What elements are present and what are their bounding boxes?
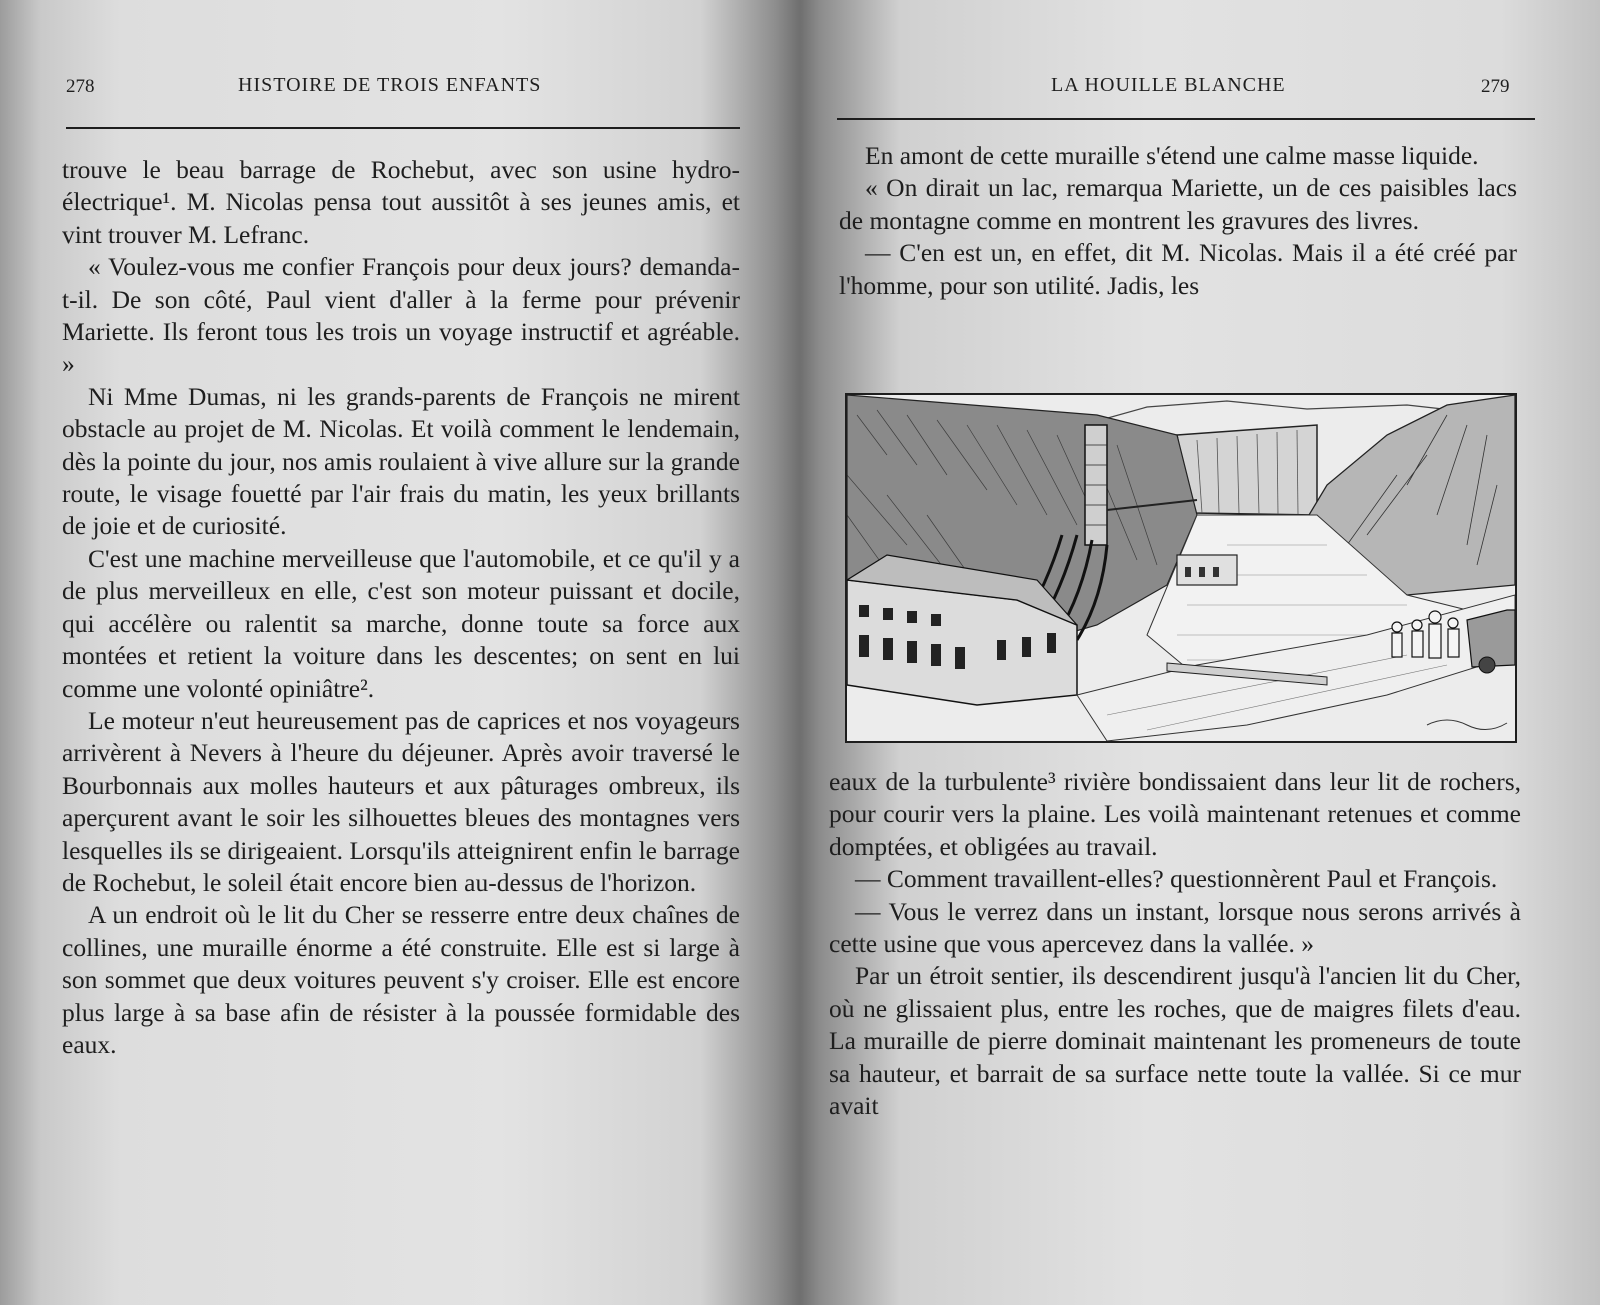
- paragraph: Ni Mme Dumas, ni les grands-parents de François ne mirent obstacle au projet de M. Nicolas. Et voilà comment le lendemain, dès la pointe du jour, nos amis roulaient à vive allure sur la grande route, le visage fouetté par l'air frais du matin, les yeux brillants de joie et de curiosité.: [62, 381, 740, 541]
- paragraph: — C'en est un, en effet, dit M. Nicolas. Mais il a été créé par l'homme, pour son utilité. Jadis, les: [839, 238, 1517, 300]
- right-header-rule: [837, 118, 1535, 120]
- left-body-text: [62, 154, 740, 1061]
- left-running-head: HISTOIRE DE TROIS ENFANTS: [238, 74, 542, 96]
- right-body-text-bottom: [829, 766, 1521, 1122]
- left-page-number: 278: [66, 76, 95, 97]
- paragraph: « On dirait un lac, remarqua Mariette, un de ces paisibles lacs de montagne comme en montrent les gravures des livres.: [839, 173, 1517, 235]
- left-page: [0, 0, 790, 1305]
- right-body-text-top: [839, 140, 1517, 302]
- right-running-head: LA HOUILLE BLANCHE: [1051, 74, 1286, 96]
- paragraph: trouve le beau barrage de Rochebut, avec son usine hydro-électrique¹. M. Nicolas pensa tout aussitôt à ses jeunes amis, et vint trouver M. Lefranc.: [62, 155, 740, 249]
- paragraph: eaux de la turbulente³ rivière bondissaient dans leur lit de rochers, pour courir vers la plaine. Les voilà maintenant retenues et comme domptées, et obligées au travail.: [829, 767, 1521, 861]
- left-header-rule: [66, 127, 740, 129]
- paragraph: Le moteur n'eut heureusement pas de caprices et nos voyageurs arrivèrent à Nevers à l'heure du déjeuner. Après avoir traversé le Bourbonnais aux molles hauteurs et aux pâturages ombreux, ils aperçurent avant le soir les silhouettes bleues des montagnes vers lesquelles ils se dirigeaient. Lorsqu'ils atteignirent enfin le barrage de Rochebut, le soleil était encore bien au-dessus de l'horizon.: [62, 705, 740, 897]
- paragraph: — Comment travaillent-elles? questionnèrent Paul et François.: [855, 864, 1498, 894]
- paragraph: « Voulez-vous me confier François pour deux jours? demanda-t-il. De son côté, Paul vient d'aller à la ferme pour prévenir Mariette. Ils feront tous les trois un voyage instructif et agréable. »: [62, 252, 740, 379]
- paragraph: A un endroit où le lit du Cher se resserre entre deux chaînes de collines, une muraille énorme a été construite. Elle est si large à son sommet que deux voitures peuvent s'y croiser. Elle est encore plus large à sa base afin de résister à la poussée formidable des eaux.: [62, 900, 740, 1059]
- dam-illustration: [845, 393, 1517, 743]
- paragraph: En amont de cette muraille s'étend une calme masse liquide.: [865, 141, 1479, 170]
- paragraph: — Vous le verrez dans un instant, lorsque nous serons arrivés à cette usine que vous apercevez dans la vallée. »: [829, 896, 1521, 959]
- paragraph: C'est une machine merveilleuse que l'automobile, et ce qu'il y a de plus merveilleux en elle, c'est son moteur puissant et docile, qui accélère ou ralentit sa marche, donne toute sa force aux montées et retient la voiture dans les descentes; on sent en lui comme une volonté opiniâtre².: [62, 543, 740, 703]
- right-page-number: 279: [1481, 76, 1510, 97]
- right-page: [805, 0, 1600, 1305]
- paragraph: Par un étroit sentier, ils descendirent jusqu'à l'ancien lit du Cher, où ne glissaient plus, entre les roches, que de maigres filets d'eau. La muraille de pierre dominait maintenant les promeneurs de toute sa hauteur, et barrait de sa surface nette toute la vallée. Si ce mur avait: [829, 961, 1521, 1121]
- dam-illustration-drawing: [847, 395, 1515, 741]
